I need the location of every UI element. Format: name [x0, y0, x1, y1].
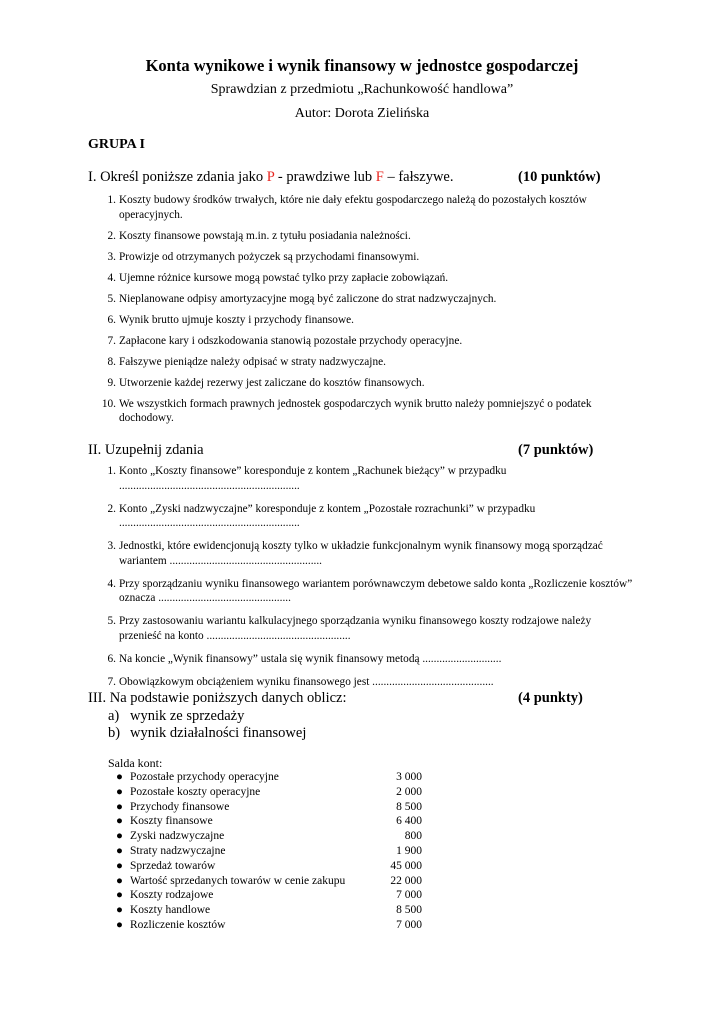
section-1-heading-post: – fałszywe.: [383, 169, 454, 185]
bullet-icon: ●: [116, 815, 123, 828]
task-item: [108, 708, 306, 725]
account-amount: 3 000: [396, 771, 422, 783]
item-text: Ujemne różnice kursowe mogą powstać tylko przy zapłacie zobowiązań.: [119, 271, 449, 284]
section-1-heading-mid: - prawdziwe lub: [274, 169, 376, 185]
section-1-heading: [88, 169, 608, 186]
account-amount: 2 000: [396, 785, 422, 798]
bullet-icon: ●: [116, 785, 123, 798]
item-number: 7.: [107, 334, 116, 347]
calculation-tasks: [108, 708, 306, 742]
balance-row: [116, 859, 426, 874]
item-number: 1.: [107, 465, 116, 477]
bullet-icon: ●: [116, 830, 123, 843]
section-2-points: (7 punktów): [518, 442, 594, 458]
list-item: [100, 539, 635, 568]
bullet-icon: ●: [116, 918, 123, 931]
list-item: [100, 502, 635, 531]
balance-row: [116, 814, 426, 829]
task-label: a): [108, 708, 120, 724]
balance-row: [116, 903, 426, 918]
account-name: Przychody finansowe: [130, 800, 230, 813]
item-text: Na koncie „Wynik finansowy” ustala się wynik finansowy metodą ............................: [119, 652, 502, 665]
section-2-heading: [88, 442, 608, 459]
item-text: Koszty budowy środków trwałych, które nie dały efektu gospodarczego należą do pozostałych kosztów operacyjnych.: [119, 194, 587, 221]
account-name: Sprzedaż towarów: [130, 859, 216, 872]
item-number: 8.: [107, 355, 116, 368]
page-subtitle: Sprawdzian z przedmiotu „Rachunkowość handlowa”: [210, 82, 514, 97]
false-letter: F: [375, 169, 384, 185]
bullet-icon: ●: [116, 889, 123, 902]
page-title: Konta wynikowe i wynik finansowy w jednostce gospodarczej: [145, 56, 579, 75]
section-2-heading-text: II. Uzupełnij zdania: [88, 442, 204, 458]
section-1-heading-pre: I. Określ poniższe zdania jako: [88, 169, 267, 185]
list-item: [100, 229, 635, 244]
balance-row: [116, 918, 426, 933]
bullet-icon: ●: [116, 771, 123, 783]
balance-row: [116, 874, 426, 889]
section-3-points: (4 punkty): [518, 690, 583, 706]
item-text: Jednostki, które ewidencjonują koszty tylko w układzie funkcjonalnym wynik finansowy mogą sporządzać wariantem ......................................................: [119, 540, 603, 567]
account-amount: 800: [404, 830, 422, 843]
account-name: Wartość sprzedanych towarów w cenie zakupu: [130, 874, 346, 887]
account-amount: 45 000: [390, 859, 422, 872]
item-number: 2.: [107, 229, 116, 242]
true-letter: P: [266, 169, 275, 185]
item-number: 2.: [107, 502, 116, 515]
account-balances-label: Salda kont:: [108, 756, 163, 770]
account-amount: 7 000: [396, 918, 422, 931]
list-item: [100, 292, 635, 307]
account-name: Zyski nadzwyczajne: [130, 830, 225, 843]
item-number: 5.: [107, 615, 116, 627]
account-amount: 7 000: [396, 889, 422, 902]
balance-row: [116, 785, 426, 800]
item-text: Prowizje od otrzymanych pożyczek są przychodami finansowymi.: [119, 250, 420, 263]
account-balances-list: [116, 770, 426, 933]
list-item: [100, 397, 635, 426]
account-name: Koszty finansowe: [130, 815, 213, 828]
list-item: [100, 652, 635, 667]
section-3-heading: [88, 690, 608, 707]
account-amount: 8 500: [396, 800, 422, 813]
item-text: Przy zastosowaniu wariantu kalkulacyjnego sporządzania wyniku finansowego koszty rodzajowe należy przenieść na konto ...................................................: [119, 615, 592, 642]
item-text: Zapłacone kary i odszkodowania stanowią pozostałe przychody operacyjne.: [119, 334, 463, 347]
account-name: Pozostałe koszty operacyjne: [130, 785, 261, 798]
account-amount: 1 900: [396, 844, 422, 857]
item-number: 5.: [107, 292, 116, 305]
list-item: [100, 193, 635, 222]
account-name: Pozostałe przychody operacyjne: [130, 771, 279, 783]
list-item: [100, 271, 635, 286]
list-item: [100, 313, 635, 328]
bullet-icon: ●: [116, 874, 123, 887]
item-number: 10.: [101, 397, 116, 410]
balance-row: [116, 888, 426, 903]
author-line: Autor: Dorota Zielińska: [294, 106, 430, 121]
list-item: [100, 464, 635, 493]
item-text: Fałszywe pieniądze należy odpisać w straty nadzwyczajne.: [119, 355, 386, 368]
item-number: 6.: [107, 652, 116, 665]
task-text: wynik ze sprzedaży: [130, 708, 245, 724]
item-number: 9.: [107, 376, 116, 389]
list-item: [100, 577, 635, 606]
item-number: 6.: [107, 313, 116, 326]
item-number: 4.: [107, 577, 116, 590]
item-text: Wynik brutto ujmuje koszty i przychody finansowe.: [119, 313, 354, 326]
list-item: [100, 614, 635, 643]
bullet-icon: ●: [116, 859, 123, 872]
account-amount: 8 500: [396, 904, 422, 917]
account-amount: 22 000: [390, 874, 422, 887]
account-name: Straty nadzwyczajne: [130, 844, 226, 857]
item-text: Nieplanowane odpisy amortyzacyjne mogą być zaliczone do strat nadzwyczajnych.: [119, 292, 497, 305]
list-item: [100, 355, 635, 370]
fill-in-list: [100, 464, 635, 689]
true-false-list: [100, 193, 635, 426]
balance-row: [116, 829, 426, 844]
bullet-icon: ●: [116, 844, 123, 857]
task-item: [108, 725, 306, 742]
balance-row: [116, 770, 426, 785]
group-heading: GRUPA I: [88, 137, 145, 152]
balance-row: [116, 844, 426, 859]
list-item: [100, 675, 635, 690]
bullet-icon: ●: [116, 904, 123, 917]
item-text: Przy sporządzaniu wyniku finansowego wariantem porównawczym debetowe saldo konta „Rozliczenie kosztów” oznacza ...............................................: [119, 577, 633, 604]
section-3-heading-text: III. Na podstawie poniższych danych oblicz:: [88, 690, 347, 706]
account-name: Koszty handlowe: [130, 904, 211, 917]
list-item: [100, 250, 635, 265]
account-name: Rozliczenie kosztów: [130, 918, 226, 931]
item-number: 3.: [107, 540, 116, 552]
account-amount: 6 400: [396, 815, 422, 828]
list-item: [100, 334, 635, 349]
account-name: Koszty rodzajowe: [130, 889, 214, 902]
list-item: [100, 376, 635, 391]
item-number: 3.: [107, 250, 116, 263]
item-number: 4.: [107, 271, 116, 284]
item-text: Konto „Zyski nadzwyczajne” koresponduje z kontem „Pozostałe rozrachunki” w przypadku ................................................................: [119, 502, 536, 529]
bullet-icon: ●: [116, 800, 123, 813]
item-text: Utworzenie każdej rezerwy jest zaliczane do kosztów finansowych.: [119, 376, 425, 389]
item-text: Obowiązkowym obciążeniem wyniku finansowego jest ...........................................: [119, 675, 494, 688]
item-text: Konto „Koszty finansowe” koresponduje z kontem „Rachunek bieżący” w przypadku ................................................................: [119, 465, 507, 492]
item-number: 1.: [107, 194, 116, 206]
section-1-points: (10 punktów): [518, 169, 601, 185]
item-text: We wszystkich formach prawnych jednostek gospodarczych wynik brutto należy pomniejszyć o podatek dochodowy.: [119, 397, 592, 424]
balance-row: [116, 800, 426, 815]
item-number: 7.: [107, 675, 116, 688]
task-label: b): [108, 725, 121, 741]
task-text: wynik działalności finansowej: [130, 725, 307, 741]
item-text: Koszty finansowe powstają m.in. z tytułu posiadania należności.: [119, 229, 411, 242]
